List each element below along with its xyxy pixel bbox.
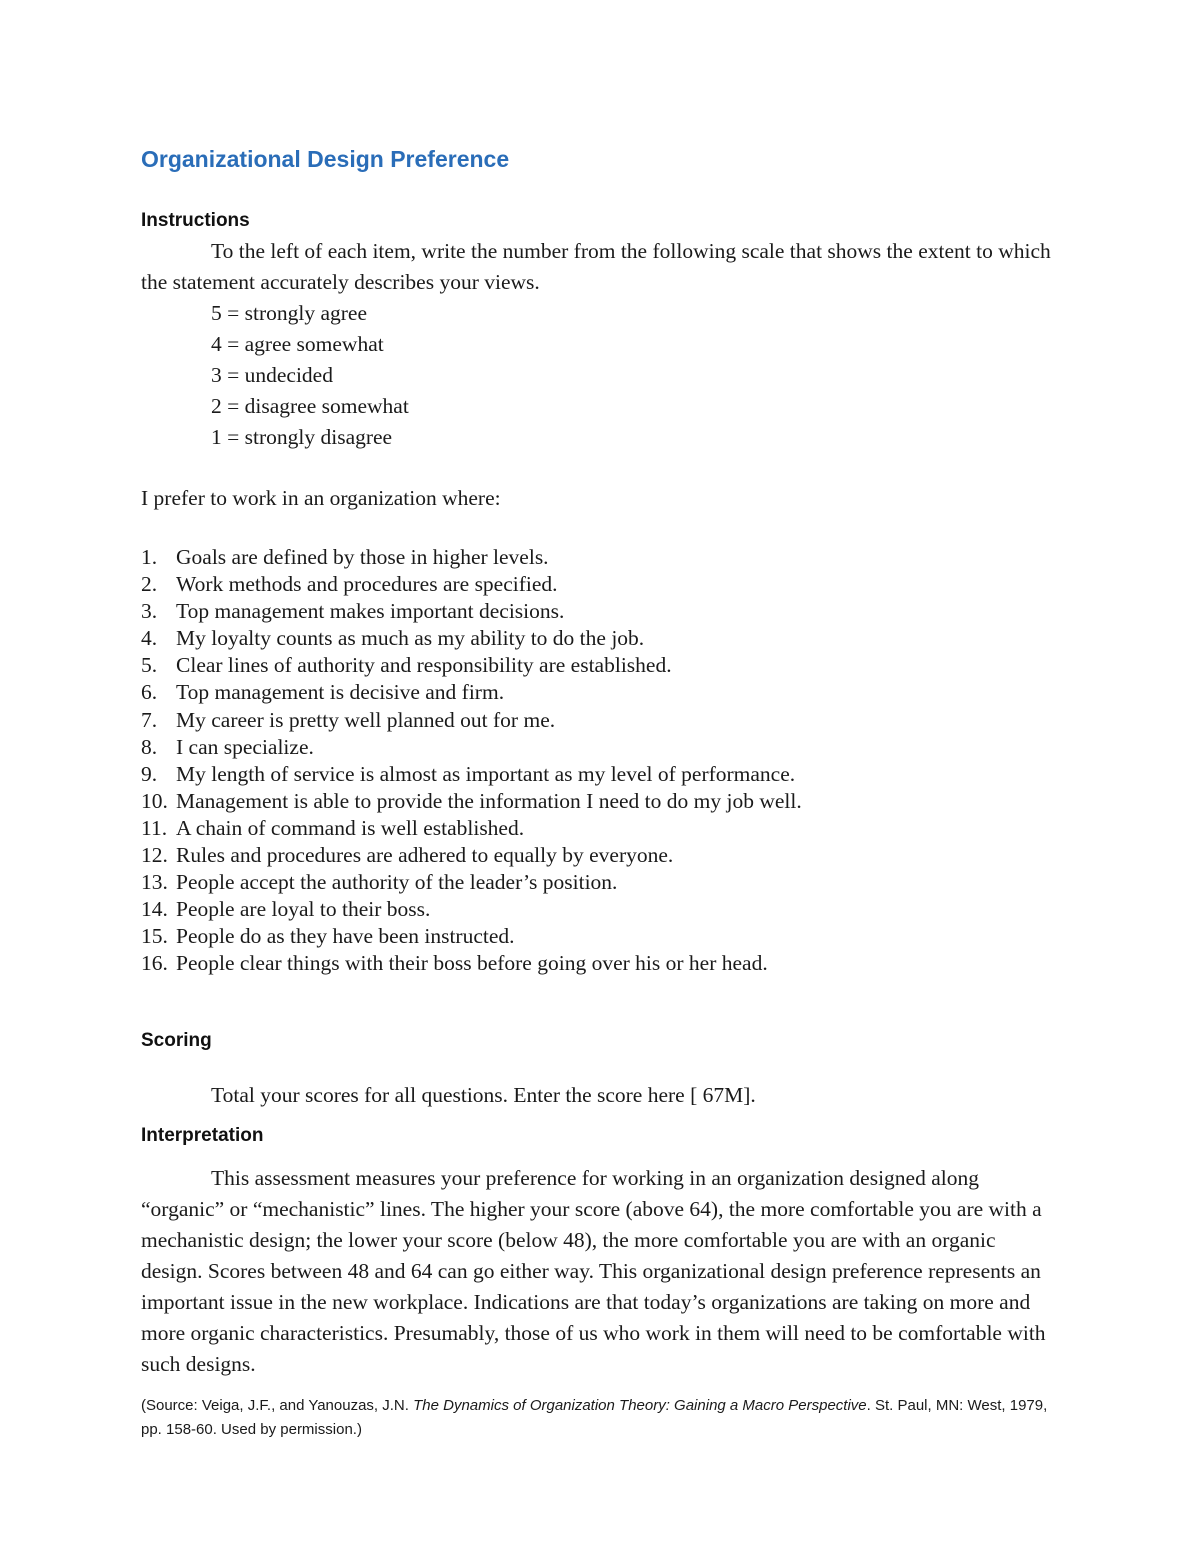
instructions-heading: Instructions [141, 210, 250, 231]
item-number: 10. [141, 788, 168, 813]
item-number: 11. [141, 815, 168, 840]
list-item [141, 761, 1061, 788]
item-text: Goals are defined by those in higher levels. [176, 545, 549, 569]
rating-scale [141, 298, 1061, 453]
item-text: People accept the authority of the leader’s position. [176, 870, 618, 895]
item-number: 2. [141, 572, 158, 597]
item-number: 1. [141, 545, 158, 569]
list-item [141, 842, 1061, 869]
list-item [141, 652, 1061, 679]
list-item [141, 950, 1061, 977]
item-text: My career is pretty well planned out for me. [176, 707, 556, 732]
item-text: My loyalty counts as much as my ability to do the job. [176, 626, 645, 651]
list-item [141, 788, 1061, 815]
item-text: Top management is decisive and firm. [176, 680, 505, 705]
source-prefix: (Source: Veiga, J.F., and Yanouzas, J.N. [141, 1396, 414, 1414]
item-text: People do as they have been instructed. [176, 924, 515, 949]
item-text: Work methods and procedures are specified. [176, 572, 558, 597]
list-item [141, 544, 1061, 571]
source-book-title: The Dynamics of Organization Theory: Gaining a Macro Perspective [413, 1396, 867, 1414]
scale-item: 5 = strongly agree [211, 301, 368, 325]
item-number: 4. [141, 626, 158, 651]
prompt-text: I prefer to work in an organization where: [141, 486, 501, 510]
item-number: 3. [141, 599, 158, 624]
item-number: 15. [141, 924, 168, 949]
item-number: 12. [141, 843, 168, 868]
scale-item: 3 = undecided [211, 363, 333, 387]
item-number: 13. [141, 870, 168, 895]
item-text: People are loyal to their boss. [176, 897, 431, 922]
statement-list [141, 544, 1061, 978]
source-citation [141, 1394, 1061, 1442]
page-title: Organizational Design Preference [141, 146, 510, 172]
item-number: 14. [141, 897, 168, 922]
list-item [141, 896, 1061, 923]
list-item [141, 707, 1061, 734]
list-item [141, 869, 1061, 896]
item-text: A chain of command is well established. [176, 815, 525, 840]
item-text: Top management makes important decisions. [176, 599, 565, 624]
item-text: Clear lines of authority and responsibility are established. [176, 653, 672, 678]
item-text: I can specialize. [176, 734, 314, 759]
item-text: My length of service is almost as important as my level of performance. [176, 761, 796, 786]
list-item [141, 815, 1061, 842]
scale-item: 1 = strongly disagree [211, 425, 393, 449]
list-item [141, 923, 1061, 950]
scale-item: 2 = disagree somewhat [211, 394, 409, 418]
list-item [141, 571, 1061, 598]
interpretation-text: This assessment measures your preference for working in an organization designed along “organic” or “mechanistic” lines. The higher your score (above 64), the more comfortable you are with a mechanistic design; the lower your score (below 48), the more comfortable you are with an organic design. Scores between 48 and 64 can go either way. This organizational design preference represents an important issue in the new workplace. Indications are that today’s organizations are taking on more and more organic characteristics. Presumably, those of us who work in them will need to be comfortable with such designs. [141, 1165, 1046, 1376]
item-number: 8. [141, 734, 158, 759]
item-number: 5. [141, 653, 158, 678]
item-number: 9. [141, 761, 158, 786]
list-item [141, 598, 1061, 625]
item-number: 6. [141, 680, 158, 705]
list-item [141, 734, 1061, 761]
scoring-heading: Scoring [141, 1029, 212, 1051]
item-text: Rules and procedures are adhered to equally by everyone. [176, 843, 674, 868]
scale-item: 4 = agree somewhat [211, 332, 384, 356]
document-page [141, 140, 1061, 1457]
source-suffix: . St. Paul, MN: West, 1979, pp. 158-60. Used by permission.) [141, 1396, 1048, 1438]
list-item [141, 625, 1061, 652]
item-text: Management is able to provide the information I need to do my job well. [176, 788, 802, 813]
item-number: 16. [141, 951, 168, 976]
item-number: 7. [141, 707, 158, 732]
list-item [141, 679, 1061, 706]
item-text: People clear things with their boss before going over his or her head. [176, 951, 768, 976]
instructions-text: To the left of each item, write the number from the following scale that shows the extent to which the statement accurately describes your views. [141, 239, 1051, 294]
scoring-text: Total your scores for all questions. Enter the score here [ 67M]. [211, 1082, 756, 1107]
interpretation-heading: Interpretation [141, 1124, 264, 1146]
